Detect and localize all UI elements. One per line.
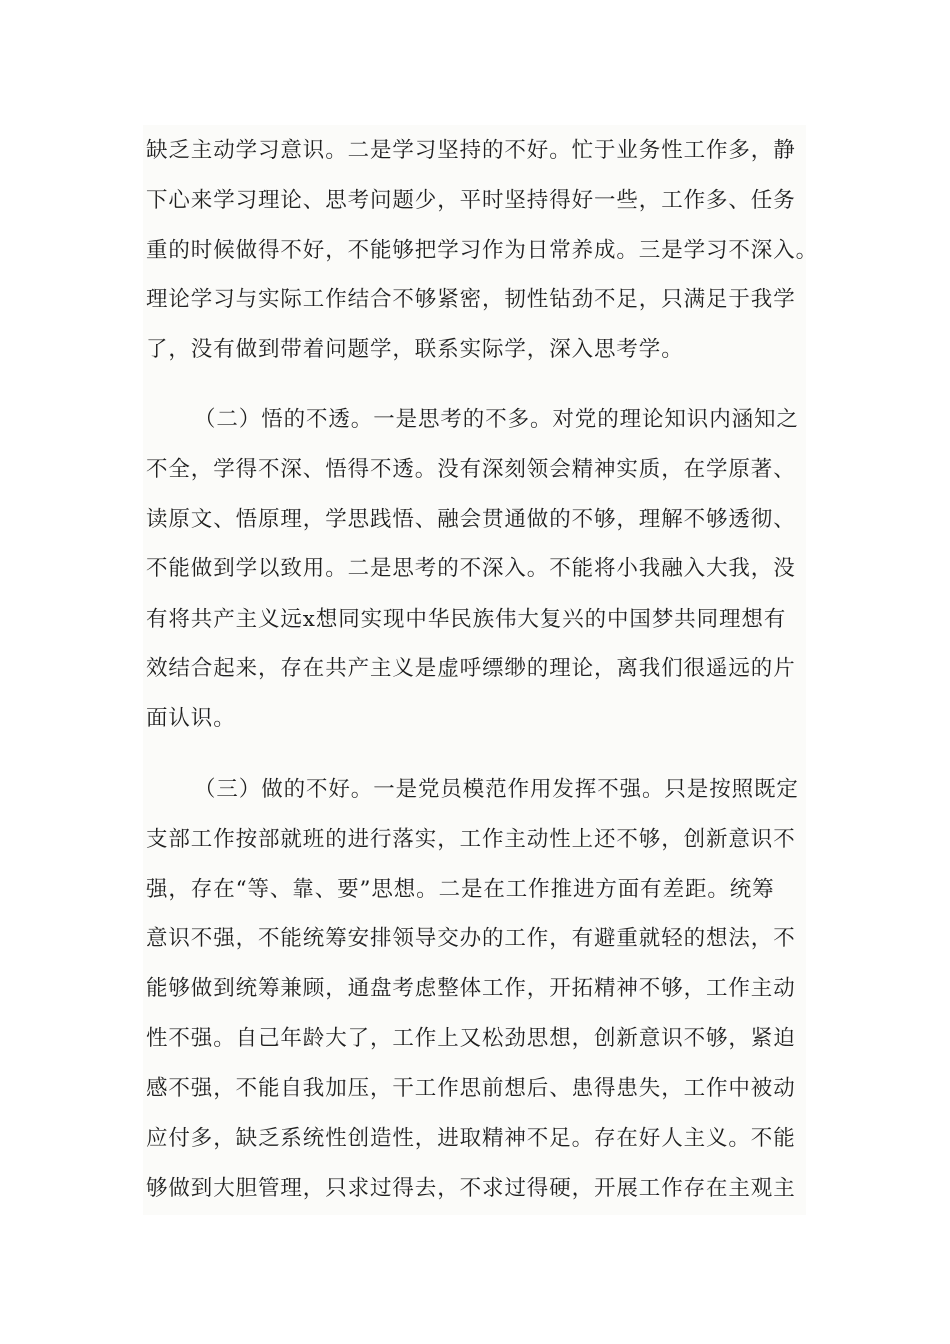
text-line-18: 性不强。自己年龄大了，工作上又松劲思想，创新意识不够，紧迫 <box>146 1026 796 1051</box>
text-line-10: 有将共产主义远x想同实现中华民族伟大复兴的中国梦共同理想有 <box>146 607 787 632</box>
text-line-17: 能够做到统筹兼顾，通盘考虑整体工作，开拓精神不够，工作主动 <box>146 976 796 1001</box>
text-line-8: 读原文、悟原理，学思践悟、融会贯通做的不够，理解不够透彻、 <box>146 507 796 532</box>
text-line-4: 理论学习与实际工作结合不够紧密，韧性钻劲不足，只满足于我学 <box>146 287 796 312</box>
text-line-20: 应付多，缺乏系统性创造性，进取精神不足。存在好人主义。不能 <box>146 1126 796 1151</box>
text-line-3: 重的时候做得不好，不能够把学习作为日常养成。三是学习不深入。 <box>146 238 819 263</box>
text-line-15: 强，存在“等、靠、要”思想。二是在工作推进方面有差距。统筹 <box>146 877 775 902</box>
text-line-5: 了，没有做到带着问题学，联系实际学，深入思考学。 <box>146 337 684 362</box>
text-line-19: 感不强，不能自我加压，干工作思前想后、患得患失，工作中被动 <box>146 1076 796 1101</box>
text-line-9: 不能做到学以致用。二是思考的不深入。不能将小我融入大我，没 <box>146 556 796 581</box>
text-line-6: （二）悟的不透。一是思考的不多。对党的理论知识内涵知之 <box>194 407 799 432</box>
document-body <box>143 125 819 1215</box>
text-line-13: （三）做的不好。一是党员模范作用发挥不强。只是按照既定 <box>194 777 799 802</box>
text-line-11: 效结合起来，存在共产主义是虚呼缥缈的理论，离我们很遥远的片 <box>146 656 796 681</box>
text-line-16: 意识不强，不能统筹安排领导交办的工作，有避重就轻的想法，不 <box>146 926 796 951</box>
text-line-14: 支部工作按部就班的进行落实，工作主动性上还不够，创新意识不 <box>146 827 796 852</box>
text-line-7: 不全，学得不深、悟得不透。没有深刻领会精神实质，在学原著、 <box>146 457 796 482</box>
text-line-2: 下心来学习理论、思考问题少，平时坚持得好一些，工作多、任务 <box>146 188 796 213</box>
text-line-21: 够做到大胆管理，只求过得去，不求过得硬，开展工作存在主观主 <box>146 1176 796 1201</box>
text-line-12: 面认识。 <box>146 706 236 731</box>
text-line-1: 缺乏主动学习意识。二是学习坚持的不好。忙于业务性工作多，静 <box>146 138 796 163</box>
